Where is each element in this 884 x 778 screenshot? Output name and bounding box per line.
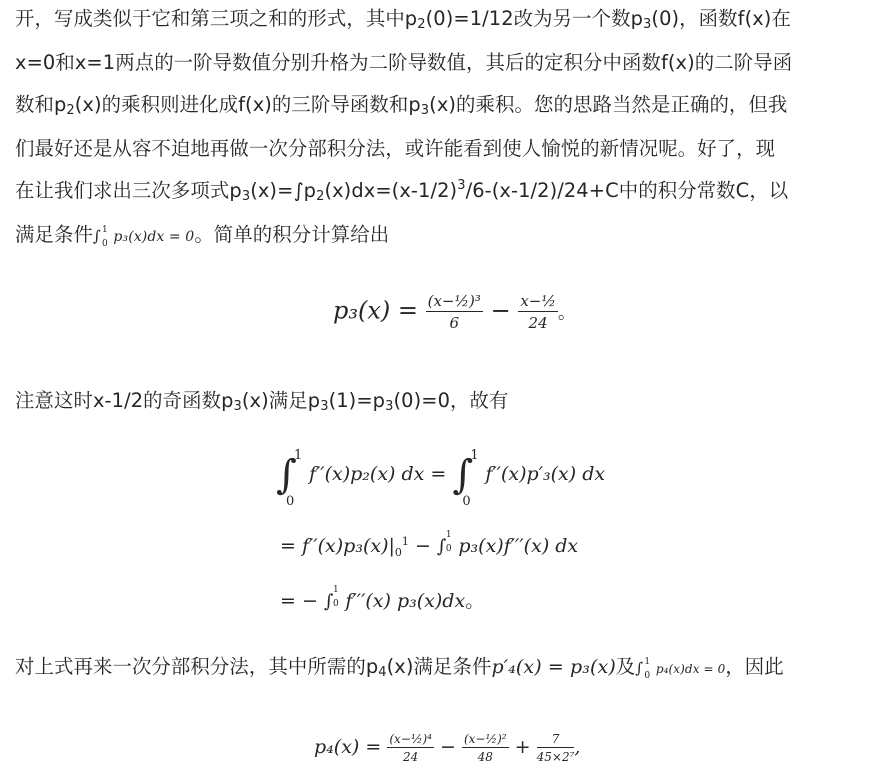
equation-p3 (333, 292, 576, 332)
text-run: 及 (615, 655, 636, 678)
equation-row-3 (280, 586, 484, 613)
inline-integral: ∫ 1 0 (92, 225, 108, 249)
eq-part: f′′(x)p′₃(x) dx (485, 463, 606, 485)
text-run: 开，写成类似于它和第三项之和的形式，其中p (15, 7, 418, 30)
subscript: 3 (241, 189, 251, 204)
fraction: $\frac{7}{\text{45×2⁷}}$ (536, 732, 575, 764)
text-run: 注意这时x-1/2的奇函数p (15, 389, 234, 412)
text-run: x=0和x=1两点的一阶导数值分别升格为二阶导数值，其后的定积分中函数f(x)的二阶导函 (15, 51, 793, 74)
text-run: (0)=0，故有 (393, 389, 509, 412)
subscript: 2 (66, 103, 75, 118)
subscript: 3 (420, 103, 430, 118)
eq-part: p₃(x)f′′′(x) dx (458, 535, 579, 557)
text-run: 满足条件 (15, 223, 93, 246)
inline-condition-p4: p₄(x)dx = 0 (655, 662, 726, 676)
text-run: (1)=p (328, 389, 386, 412)
text-run: (x)的乘积则进化成f(x)的三阶导函数和p (74, 93, 421, 116)
text-run: /6-(x-1/2)/24+C中的积分常数C，以 (465, 179, 789, 202)
equation-row-1 (276, 448, 606, 509)
eq-part: f′′(x)p₂(x) dx = (308, 463, 447, 485)
minus-sign: − (440, 736, 456, 758)
text-run: 数和p (15, 93, 67, 116)
period: 。 (465, 590, 485, 612)
text-run: 对上式再来一次分部积分法，其中所需的p (15, 655, 379, 678)
comma: , (574, 736, 581, 758)
paragraph-line-1 (15, 4, 791, 34)
text-run: 在让我们求出三次多项式p (15, 179, 242, 202)
text-run: (x)dx=(x-1/2) (324, 179, 458, 202)
paragraph-line-8 (15, 652, 784, 684)
subscript: 2 (316, 189, 325, 204)
paragraph-line-4 (15, 134, 775, 164)
text-run: (x)满足p (241, 389, 321, 412)
eval-upper: 1 (401, 535, 409, 548)
eq-part: = f′′(x)p₃(x)| (280, 535, 395, 557)
equation-p4 (314, 732, 580, 764)
period: 。 (557, 302, 576, 324)
text-run: ，因此 (725, 655, 784, 678)
subscript: 2 (417, 17, 426, 32)
subscript: 3 (320, 399, 329, 414)
inline-integral: ∫ 1 0 (323, 585, 339, 612)
subscript: 3 (233, 399, 242, 414)
subscript: 3 (643, 17, 652, 32)
superscript: 3 (457, 178, 466, 193)
text-run: (0)，函数f(x)在 (651, 7, 791, 30)
inline-condition-p3: p₃(x)dx = 0 (113, 229, 195, 245)
eq-part: = − (280, 590, 318, 612)
subscript: 4 (378, 665, 387, 680)
eq-lhs: p₄(x) = (314, 736, 382, 758)
integral-sign: ∫ 1 0 (452, 448, 479, 509)
text-run: (0)=1/12改为另一个数p (425, 7, 644, 30)
minus-sign: − (414, 535, 431, 557)
eval-lower: 0 (394, 546, 402, 559)
paragraph-line-5 (15, 176, 788, 206)
fraction: $\frac{\text{(x−½)³}}{6}$ (427, 292, 481, 332)
eq-part: f′′′(x) p₃(x)dx (345, 590, 466, 612)
text-run: 。简单的积分计算给出 (194, 223, 390, 246)
minus-sign: − (490, 296, 511, 325)
inline-integral: ∫ 1 0 (436, 530, 452, 557)
paragraph-line-3 (15, 90, 787, 120)
eq-lhs: p₃(x) = (333, 296, 418, 325)
text-run: (x)的乘积。您的思路当然是正确的，但我 (429, 93, 788, 116)
plus-sign: + (514, 736, 531, 758)
subscript: 3 (385, 399, 394, 414)
equation-row-2 (280, 530, 579, 559)
paragraph-line-6 (15, 220, 389, 252)
paragraph-line-2 (15, 48, 792, 78)
inline-integral: ∫ 1 0 (635, 657, 651, 681)
text-run: (x)=∫p (250, 179, 317, 202)
fraction: $\frac{\text{x−½}}{24}$ (520, 292, 556, 332)
text-run: (x)满足条件 (386, 655, 492, 678)
fraction: $\frac{\text{(x−½)⁴}}{24}$ (389, 732, 432, 764)
inline-p4prime: p′₄(x) = p₃(x) (491, 656, 616, 678)
integral-sign: ∫ 1 0 (276, 448, 303, 509)
text-run: 们最好还是从容不迫地再做一次分部积分法，或许能看到使人愉悦的新情况呢。好了，现 (15, 137, 776, 160)
fraction: $\frac{\text{(x−½)²}}{48}$ (463, 732, 507, 764)
paragraph-line-7 (15, 386, 509, 416)
